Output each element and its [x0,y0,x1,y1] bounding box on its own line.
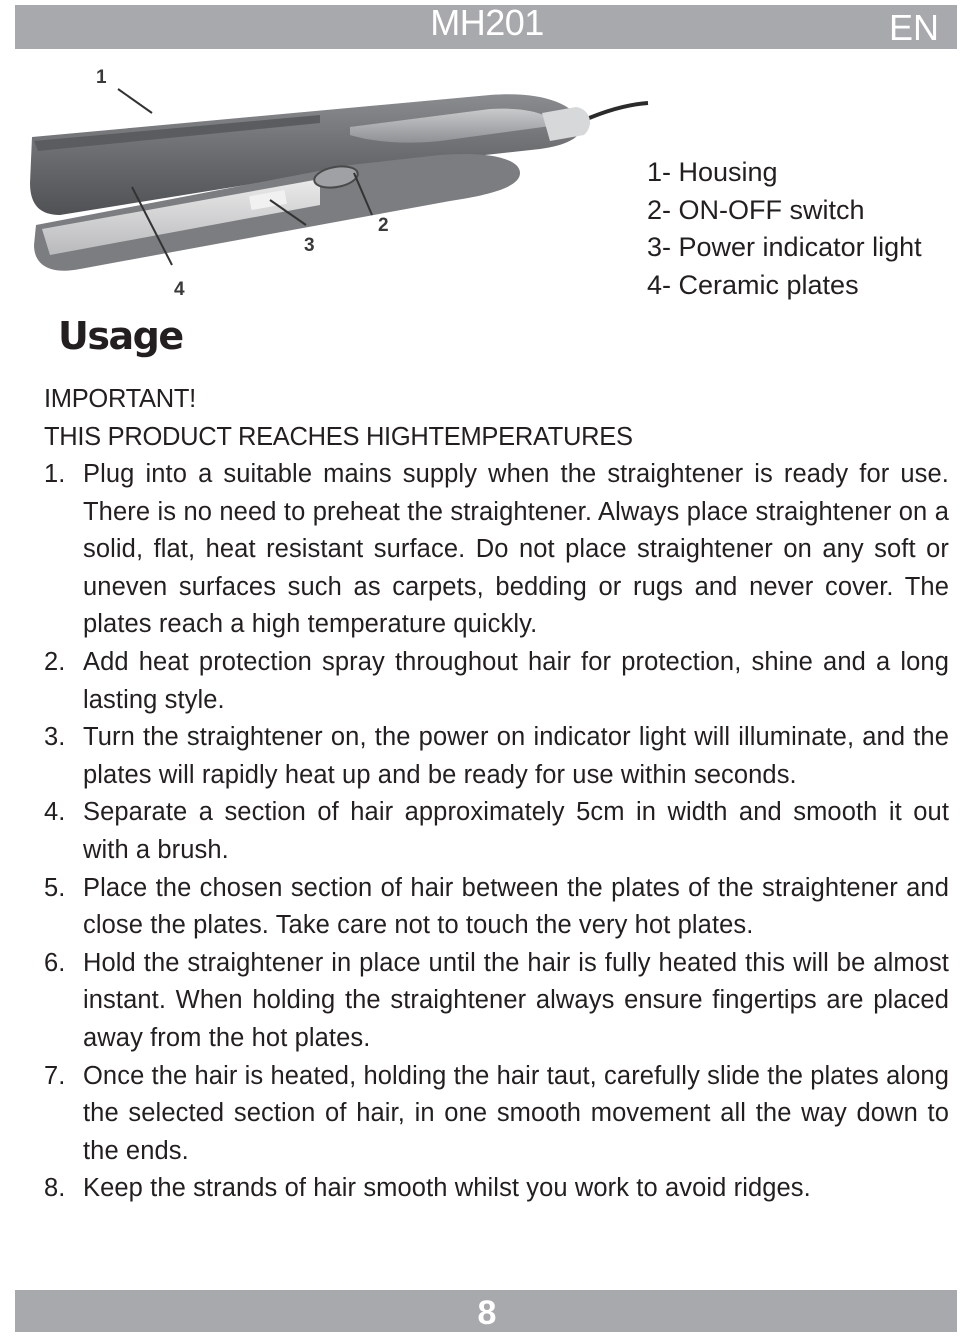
part-on-off-switch: 2- ON-OFF switch [647,194,865,225]
step-number: 3. [44,723,66,752]
step-number: 6. [44,948,66,977]
part-power-indicator-light: 3- Power indicator light [647,232,922,262]
part-ceramic-plates: 4- Ceramic plates [647,269,859,300]
step-text: Add heat protection spray throughout hair for protection, shine and a long lasting style. [83,647,949,714]
step-number: 5. [44,873,66,902]
step-text: Keep the strands of hair smooth whilst you work to avoid ridges. [83,1174,811,1203]
step-number: 1. [44,460,66,488]
step-text: Once the hair is heated, holding the hair taut, carefully slide the plates along the selected section of hair, in one smooth movement all the way down to the ends. [83,1061,949,1165]
step-text: Plug into a suitable mains supply when the straightener is ready for use. There is no need to preheat the straightener. Always place straightener on a solid, flat, heat resistant surface. Do not place straightener on any soft or uneven surfaces such as carpets, bedding or rugs and never cover. The plates reach a high temperature quickly. [83,460,949,639]
callout-line-1 [118,89,152,113]
usage-step [44,794,949,869]
header-language: EN [888,7,939,48]
usage-step [44,719,949,794]
callout-1: 1 [96,67,107,88]
step-text: Place the chosen section of hair between the plates of the straightener and close the plates. Take care not to touch the very hot plates. [83,873,949,940]
usage-step [44,945,949,1058]
important-label: IMPORTANT! [44,385,196,413]
cord-sleeve [542,107,590,141]
parts-list [647,154,922,304]
callout-3: 3 [304,235,315,256]
hair-straightener-illustration [20,55,660,305]
usage-steps [44,456,949,1208]
callout-4: 4 [174,279,185,300]
step-number: 7. [44,1061,66,1090]
usage-step [44,870,949,945]
part-housing: 1- Housing [647,157,778,187]
important-notice [44,380,633,456]
usage-step [44,1170,949,1208]
header-model: MH201 [430,2,544,43]
callout-2: 2 [378,215,389,236]
step-text: Separate a section of hair approximately 5cm in width and smooth it out with a brush. [83,798,949,864]
step-number: 8. [44,1174,66,1203]
usage-step [44,456,949,644]
step-number: 4. [44,798,66,827]
section-title-usage: Usage [58,314,183,358]
temperature-warning: THIS PRODUCT REACHES HIGHTEMPERATURES [44,423,633,451]
step-text: Hold the straightener in place until the hair is fully heated this will be almost instant. When holding the straightener always ensure fingertips are placed away from the hot plates. [83,948,949,1052]
usage-step [44,644,949,719]
step-number: 2. [44,647,66,676]
page-number: 8 [477,1294,497,1332]
usage-step [44,1058,949,1171]
step-text: Turn the straightener on, the power on indicator light will illuminate, and the plates will rapidly heat up and be ready for use within seconds. [83,723,949,789]
